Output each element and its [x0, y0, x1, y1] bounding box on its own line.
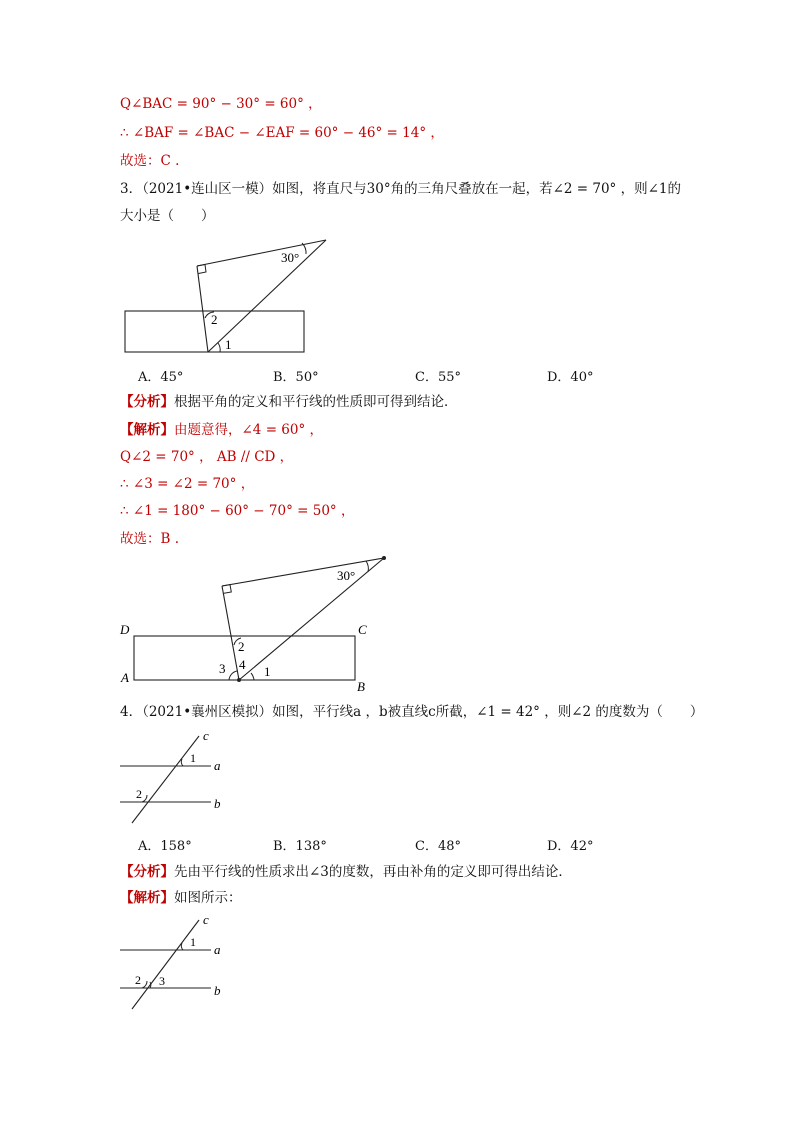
fig3-angle-1-label: 1	[190, 751, 196, 765]
fig2-point-b: B	[357, 679, 365, 694]
fig4-line-c-label: c	[203, 912, 209, 927]
option-d: D．42°	[547, 839, 594, 854]
fig3-line-a-label: a	[214, 758, 221, 773]
question-3-stem: 3．（2021•连山区一模）如图，将直尺与30°角的三角尺叠放在一起，若∠2 = 70° ，则∠1的	[120, 181, 682, 197]
solution-text: 由题意得，∠4 = 60° ，	[174, 422, 324, 438]
solution-text: 如图所示：	[174, 890, 242, 906]
option-b: B．138°	[273, 839, 327, 854]
analysis-text: 根据平角的定义和平行线的性质即可得到结论．	[174, 394, 458, 410]
analysis-tag: 【分析】	[120, 864, 174, 880]
option-c: C．55°	[415, 370, 461, 385]
fig2-angle-3-label: 3	[219, 661, 226, 676]
fig3-angle-2-label: 2	[136, 787, 142, 801]
question-4-stem: 4．（2021•襄州区模拟）如图，平行线a ，b被直线c所截，∠1 = 42° ，则∠2 的度数为（ ）	[120, 704, 704, 720]
answer-line: 故选：B .	[120, 531, 180, 547]
fig2-point-c: C	[358, 622, 367, 637]
fig2-angle-2-label: 2	[238, 639, 245, 654]
fig4-angle-2-label: 2	[135, 973, 141, 987]
option-a: A．158°	[138, 839, 192, 854]
analysis-text: 先由平行线的性质求出∠3的度数，再由补角的定义即可得出结论．	[174, 864, 572, 880]
question-3-stem-cont: 大小是（ ）	[120, 208, 215, 224]
answer-line: 故选：C .	[120, 153, 180, 169]
solution-tag: 【解析】	[120, 890, 174, 906]
solution-line: ∴ ∠BAF = ∠BAC − ∠EAF = 60° − 46° = 14° ，	[120, 125, 444, 141]
fig2-angle-30-label: 30°	[337, 568, 356, 583]
fig3-line-c-label: c	[203, 728, 209, 743]
option-a: A．45°	[138, 370, 184, 385]
fig2-point-a: A	[121, 670, 129, 685]
fig4-line-b-label: b	[214, 983, 221, 998]
option-c: C．48°	[415, 839, 461, 854]
fig2-angle-1-label: 1	[264, 664, 271, 679]
fig2-point-d: D	[120, 622, 130, 637]
fig3-line-b-label: b	[214, 796, 221, 811]
solution-line: ∴ ∠3 = ∠2 = 70° ，	[120, 476, 255, 492]
fig1-angle-1-label: 1	[225, 337, 232, 352]
fig4-angle-1-label: 1	[190, 935, 196, 949]
option-b: B．50°	[273, 370, 319, 385]
solution-tag: 【解析】	[120, 422, 174, 438]
fig2-angle-4-label: 4	[239, 657, 246, 672]
fig1-angle-30-label: 30°	[281, 250, 300, 265]
fig4-line-a-label: a	[214, 942, 221, 957]
fig1-angle-2-label: 2	[211, 312, 218, 327]
fig4-angle-3-label: 3	[159, 974, 165, 988]
solution-line: Q∠2 = 70° ， AB // CD ，	[120, 449, 294, 465]
solution-line: Q∠BAC = 90° − 30° = 60° ，	[120, 96, 322, 112]
option-d: D．40°	[547, 370, 594, 385]
analysis-tag: 【分析】	[120, 394, 174, 410]
solution-line: ∴ ∠1 = 180° − 60° − 70° = 50° ，	[120, 503, 355, 519]
